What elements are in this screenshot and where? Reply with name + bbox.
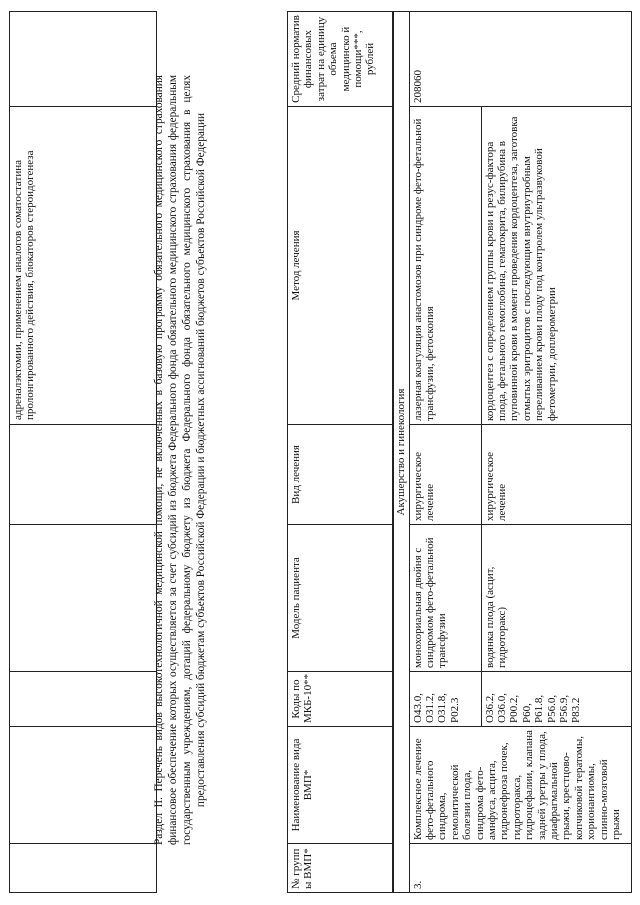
continuation-table — [9, 11, 157, 893]
table-header-row — [288, 12, 393, 893]
cell-cost-norm: 208060 — [409, 12, 631, 107]
cont-cell-group — [10, 844, 157, 893]
header-patient-model: Модель пациента — [288, 525, 393, 672]
cell-treatment-method: кордоцентез с определением группы крови и резус-фактора плода, фетального гемоглобина, гематокрита, билирубина в пуповинной крови в момент проведения кордоцентеза, заготовка отмытых эритроцитов с последующим внутриутробным переливанием крови плоду под контролем ультразвуковой фетометрии, доплерометрии — [481, 107, 631, 425]
cell-group-no: 3. — [409, 844, 631, 893]
cont-cell-model — [10, 525, 157, 672]
cell-treatment-method: лазерная коагуляция анастомозов при синдроме фето-фетальной трансфузии, фетоскопия — [409, 107, 481, 425]
cell-vmp-name: Комплексное лечение фето-фетального синдрома, гемолитической болезни плода, синдрома фето-амнфуса, асцита, гидронефроза почек, гидроторакса, гидроцефалии, клапана задней уретры у плода, диафрагмальной грыжи, крестцово-копчиковой тератомы, хорионангиомы, спинно-мозговой грыжи — [409, 727, 631, 844]
section-heading: Раздел II. Перечень видов высокотехнологичной медицинской помощи, не включенных в базовую программу обязательного медицинского страхования финансовое обеспечение которых осуществляется за счет субсидий из бюджета Федерального фонда обязательного медицинского страхования федеральным государственным учреждениям, дотаций федеральному бюджету из бюджета Федерального фонда обязательного медицинского страхования в целях предоставления субсидий бюджетам субъектов Российской Федерации и бюджетных ассигнований бюджетов субъектов Российской Федерации — [153, 75, 207, 845]
cont-cell-name — [10, 727, 157, 844]
cont-cell-codes — [10, 672, 157, 727]
header-treatment-type: Вид лечения — [288, 425, 393, 525]
header-cost-norm: Средний норматив финансовых затрат на единицу объема медицинско й помощи***, рублей — [288, 12, 393, 107]
cont-cell-method: адреналэктомии, применением аналогов соматостатина пролонгированного действия, блокаторов стероидогенеза — [10, 107, 157, 425]
cell-mkb-codes: O36.2, O36.0, P00.2, P60, P61.8, P56.0, P56.9, P83.2 — [481, 672, 631, 727]
header-mkb-codes: Коды по МКБ-10** — [288, 672, 393, 727]
continuation-row — [10, 12, 157, 893]
cell-patient-model: водянка плода (асцит, гидроторакс) — [481, 525, 631, 672]
cell-treatment-type: хирургическое лечение — [481, 425, 631, 525]
cont-cell-type — [10, 425, 157, 525]
cell-treatment-type: хирургическое лечение — [409, 425, 481, 525]
header-vmp-name: Наименование вида ВМП* — [288, 727, 393, 844]
vmp-table — [287, 11, 632, 893]
section-title-row — [393, 12, 410, 893]
header-group-no: № групп ы ВМП* — [288, 844, 393, 893]
cont-cell-cost — [10, 12, 157, 107]
section-title: Акушерство и гинекология — [393, 12, 410, 893]
table-row — [409, 12, 481, 893]
cell-patient-model: монохориальная двойня с синдромом фето-фетальной трансфузии — [409, 525, 481, 672]
header-treatment-method: Метод лечения — [288, 107, 393, 425]
cell-mkb-codes: O43.0, O31.2, O31.8, P02.3 — [409, 672, 481, 727]
